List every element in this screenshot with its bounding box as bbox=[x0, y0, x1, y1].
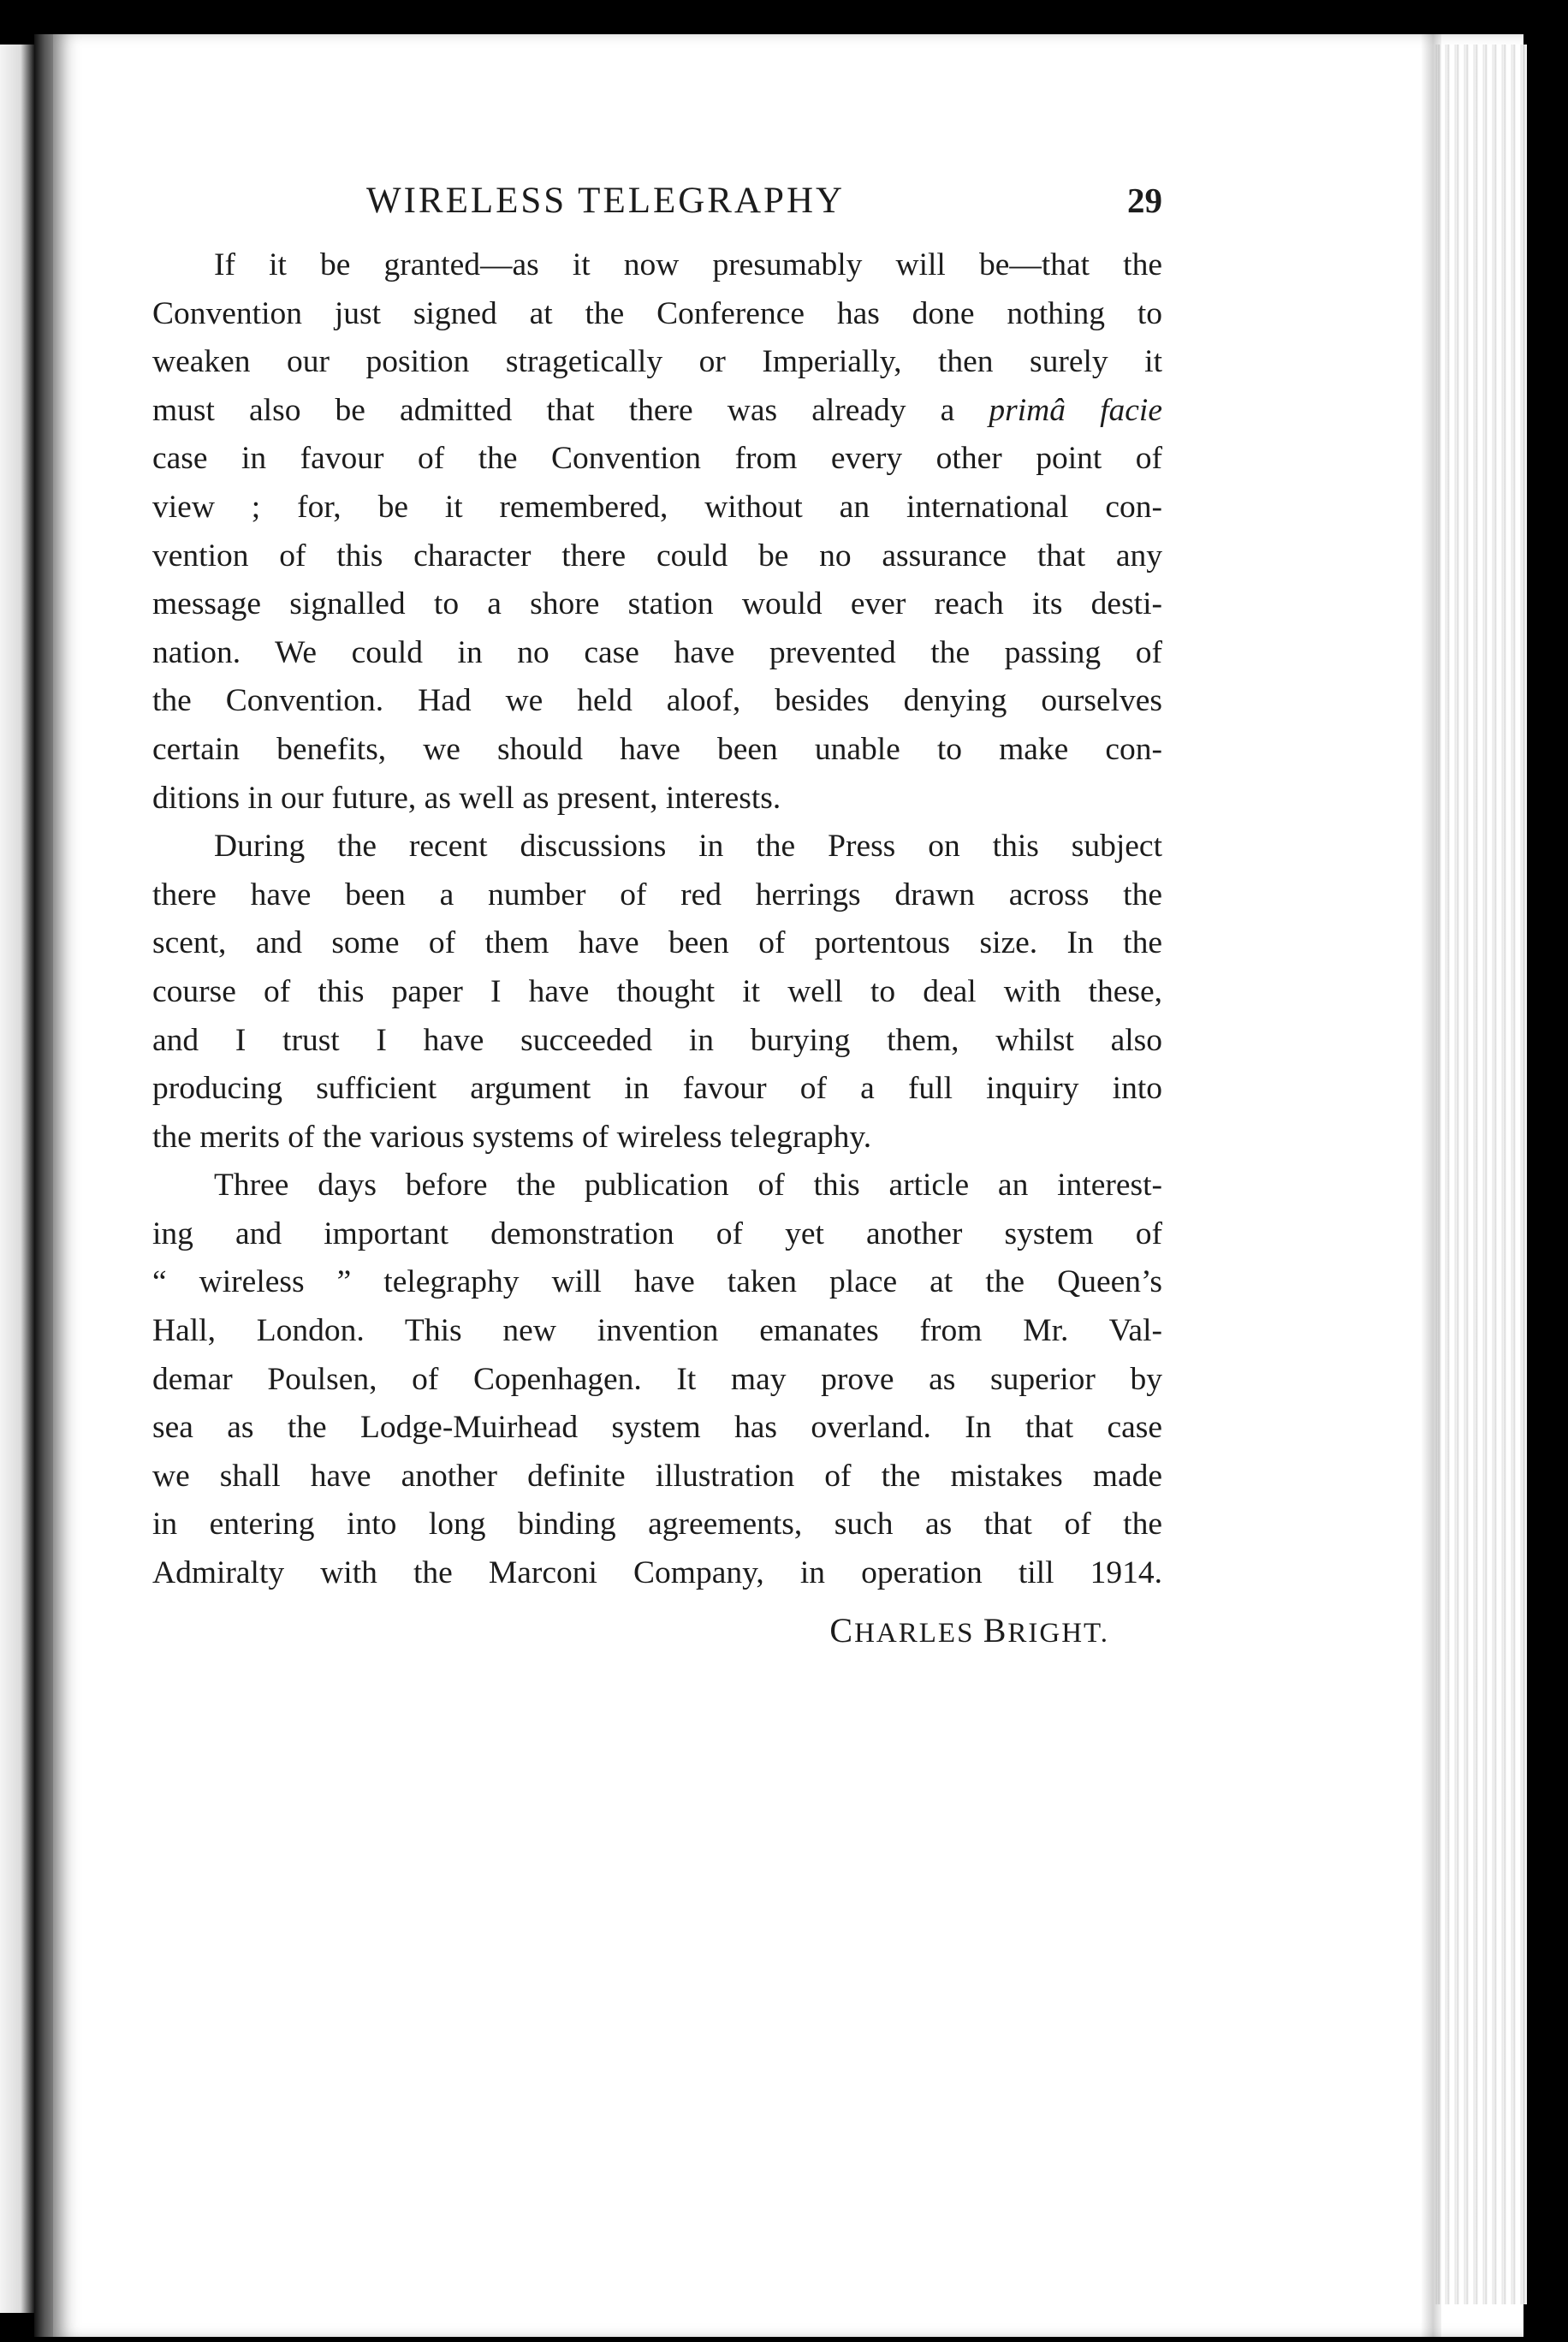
signature-text: HARLES bbox=[854, 1617, 975, 1649]
text-line: demar Poulsen, of Copenhagen. It may prove as superior by bbox=[152, 1361, 1162, 1397]
text-line: vention of this character there could be no assurance that any bbox=[152, 538, 1162, 574]
running-title: WIRELESS TELEGRAPHY bbox=[366, 181, 846, 221]
facing-page-edge bbox=[0, 45, 34, 2313]
text-line: ditions in our future, as well as present, interests. bbox=[152, 780, 781, 816]
text-line: there have been a number of red herrings drawn across the bbox=[152, 877, 1162, 912]
text-line: view ; for, be it remembered, without an international con- bbox=[152, 489, 1162, 525]
page-text-block bbox=[152, 180, 1162, 1650]
text-line: Convention just signed at the Conference has done nothing to bbox=[152, 295, 1162, 331]
text-line: in entering into long binding agreements, such as that of the bbox=[152, 1507, 1162, 1543]
text-line: message signalled to a shore station would ever reach its desti- bbox=[152, 586, 1162, 622]
text-line: Admiralty with the Marconi Company, in operation till 1914. bbox=[152, 1555, 1162, 1591]
text-line: producing sufficient argument in favour of a full inquiry into bbox=[152, 1071, 1162, 1107]
text-line: we shall have another definite illustration of the mistakes made bbox=[152, 1458, 1162, 1494]
text-line: weaken our position stragetically or Imperially, then surely it bbox=[152, 344, 1162, 380]
running-head bbox=[152, 180, 1162, 231]
text-line: certain benefits, we should have been unable to make con- bbox=[152, 731, 1162, 767]
paragraph-3 bbox=[152, 1162, 1162, 1597]
italic-phrase: primâ facie bbox=[989, 392, 1162, 428]
paragraph-2 bbox=[152, 823, 1162, 1162]
paragraph-1 bbox=[152, 241, 1162, 823]
text-line: ing and important demonstration of yet another system of bbox=[152, 1216, 1162, 1251]
text-line: sea as the Lodge-Muirhead system has overland. In that case bbox=[152, 1410, 1162, 1446]
text-line: scent, and some of them have been of portentous size. In the bbox=[152, 925, 1162, 961]
text-line: During the recent discussions in the Press on this subject bbox=[214, 829, 1162, 865]
text-line: Three days before the publication of this article an interest- bbox=[214, 1168, 1162, 1204]
fore-edge-shadow bbox=[1421, 34, 1441, 2337]
text-line: case in favour of the Convention from every other point of bbox=[152, 441, 1162, 477]
text-fragment: must also be admitted that there was already a bbox=[152, 392, 955, 428]
text-line: and I trust I have succeeded in burying them, whilst also bbox=[152, 1022, 1162, 1058]
text-line-with-italic bbox=[152, 387, 1162, 436]
page-number: 29 bbox=[1127, 181, 1162, 220]
signature-initial: B bbox=[983, 1610, 1008, 1650]
text-line: “ wireless ” telegraphy will have taken place at the Queen’s bbox=[152, 1264, 1162, 1300]
text-line: the merits of the various systems of wireless telegraphy. bbox=[152, 1119, 872, 1155]
text-line: If it be granted—as it now presumably will be—that the bbox=[214, 247, 1162, 282]
page-block-fore-edge bbox=[1431, 45, 1527, 2304]
text-line: the Convention. Had we held aloof, besides denying ourselves bbox=[152, 683, 1162, 719]
text-line: course of this paper I have thought it well to deal with these, bbox=[152, 973, 1162, 1009]
signature-initial: C bbox=[829, 1610, 855, 1650]
signature-text: RIGHT. bbox=[1007, 1617, 1109, 1649]
text-line: Hall, London. This new invention emanates from Mr. Val- bbox=[152, 1313, 1162, 1349]
text-line: nation. We could in no case have prevented the passing of bbox=[152, 634, 1162, 670]
author-signature bbox=[152, 1610, 1162, 1650]
